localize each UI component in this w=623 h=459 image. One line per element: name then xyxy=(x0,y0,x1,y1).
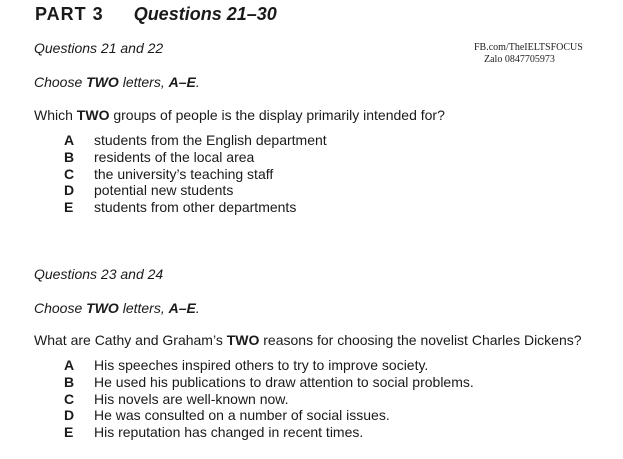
section-2-heading: Questions 23 and 24 xyxy=(34,266,164,282)
option-letter: E xyxy=(64,199,74,216)
option-text: He used his publications to draw attention to social problems. xyxy=(94,373,474,390)
option-text: students from the English department xyxy=(94,132,327,148)
option-item xyxy=(64,407,474,424)
prompt-pre: What are Cathy and Graham’s xyxy=(34,332,227,348)
option-item xyxy=(64,357,474,374)
option-text: students from other departments xyxy=(94,199,297,216)
option-letter: B xyxy=(64,148,75,165)
option-letter: A xyxy=(64,357,75,373)
prompt-bold: TWO xyxy=(76,107,110,123)
prompt-bold: TWO xyxy=(226,332,260,348)
section-2-prompt xyxy=(34,332,582,348)
option-item xyxy=(64,166,327,183)
instruction-end: . xyxy=(195,74,200,90)
section-1-instruction xyxy=(34,74,200,90)
instruction-end: . xyxy=(195,300,200,316)
instruction-range: A–E xyxy=(168,74,196,90)
section-1-prompt xyxy=(34,107,445,123)
prompt-pre: Which xyxy=(34,107,77,123)
instruction-post: letters, xyxy=(118,300,169,316)
option-item xyxy=(64,132,327,149)
instruction-pre: Choose xyxy=(34,74,87,90)
option-item xyxy=(64,374,474,391)
prompt-post: groups of people is the display primarily intended for? xyxy=(109,107,445,123)
instruction-post: letters, xyxy=(118,74,169,90)
option-text: potential new students xyxy=(94,182,234,199)
option-text: His novels are well-known now. xyxy=(94,390,289,407)
section-1-options xyxy=(64,132,327,216)
option-text: His reputation has changed in recent times. xyxy=(94,424,364,441)
watermark-line-2: Zalo 0847705973 xyxy=(484,54,555,65)
option-letter: E xyxy=(64,424,74,441)
watermark-line-1: FB.com/TheIELTSFOCUS xyxy=(474,42,583,53)
watermark xyxy=(474,42,583,66)
option-letter: B xyxy=(64,373,75,390)
part-header xyxy=(35,4,277,25)
option-text: the university’s teaching staff xyxy=(94,165,274,182)
prompt-post: reasons for choosing the novelist Charles Dickens? xyxy=(259,332,582,348)
option-item xyxy=(64,182,327,199)
option-text: He was consulted on a number of social issues. xyxy=(94,407,390,424)
instruction-range: A–E xyxy=(168,300,196,316)
instruction-bold: TWO xyxy=(86,74,119,90)
option-text: residents of the local area xyxy=(94,148,255,165)
section-2-instruction xyxy=(34,300,200,316)
part-questions-range: Questions 21–30 xyxy=(133,4,277,24)
section-2-options xyxy=(64,357,474,441)
instruction-pre: Choose xyxy=(34,300,87,316)
option-letter: A xyxy=(64,132,75,148)
option-letter: C xyxy=(64,165,75,182)
option-item xyxy=(64,424,474,441)
instruction-bold: TWO xyxy=(86,300,119,316)
option-item xyxy=(64,149,327,166)
part-label: PART 3 xyxy=(35,4,104,24)
option-letter: D xyxy=(64,182,75,199)
option-text: His speeches inspired others to try to improve society. xyxy=(94,357,429,373)
option-item xyxy=(64,199,327,216)
option-letter: D xyxy=(64,407,75,424)
option-item xyxy=(64,391,474,408)
option-letter: C xyxy=(64,390,75,407)
section-1-heading: Questions 21 and 22 xyxy=(34,40,164,56)
